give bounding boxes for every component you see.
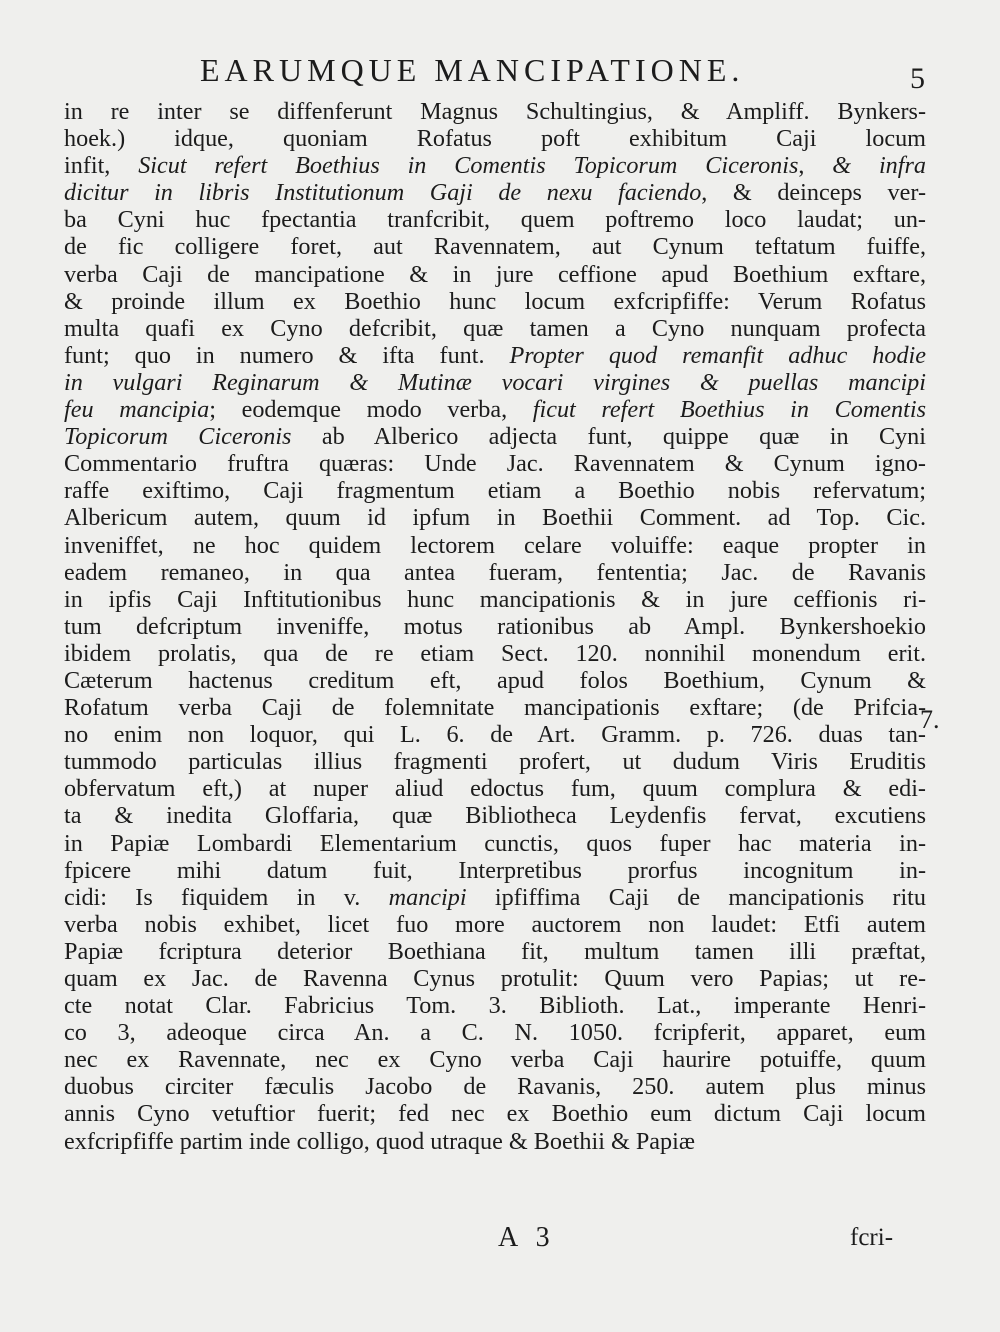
text-line xyxy=(64,261,926,288)
text-line xyxy=(64,559,926,586)
text-line xyxy=(64,1019,926,1046)
text-span: in Papiæ Lombardi Elementarium cunctis, quos fuper hac materia in- xyxy=(64,829,926,857)
text-line xyxy=(64,369,926,396)
text-span: Albericum autem, quum id ipfum in Boethii Comment. ad Top. Cic. xyxy=(64,504,926,532)
signature-mark: A 3 xyxy=(498,1222,556,1253)
italic-span: Topicorum Ciceronis xyxy=(64,423,292,451)
text-line xyxy=(64,179,926,206)
italic-span: in vulgari Reginarum & Mutinæ vocari virgines & puellas mancipi xyxy=(64,368,926,396)
text-line xyxy=(64,911,926,938)
text-line xyxy=(64,802,926,829)
text-span: infit, xyxy=(64,152,139,180)
text-line xyxy=(64,694,926,721)
text-span: annis Cyno vetuftior fuerit; fed nec ex Boethio eum dictum Caji locum xyxy=(64,1100,926,1128)
text-span: verba Caji de mancipatione & in jure ceffione apud Boethium exftare, xyxy=(64,260,926,288)
text-line xyxy=(64,667,926,694)
text-span: cte notat Clar. Fabricius Tom. 3. Biblioth. Lat., imperante Henri- xyxy=(64,992,926,1020)
text-span: Commentario fruftra quæras: Unde Jac. Ravennatem & Cynum igno- xyxy=(64,450,926,478)
text-line xyxy=(64,342,926,369)
page-number: 5 xyxy=(910,62,925,95)
text-span: in ipfis Caji Inftitutionibus hunc mancipationis & in jure ceffionis ri- xyxy=(64,585,926,613)
text-line xyxy=(64,1046,926,1073)
text-span: duobus circiter fæculis Jacobo de Ravanis, 250. autem plus minus xyxy=(64,1073,926,1101)
text-span: eadem remaneo, in qua antea fueram, fententia; Jac. de Ravanis xyxy=(64,558,926,586)
text-span: ba Cyni huc fpectantia tranfcribit, quem poftremo loco laudat; un- xyxy=(64,206,926,234)
text-line xyxy=(64,233,926,260)
text-line xyxy=(64,98,926,125)
body-text xyxy=(64,98,926,1155)
text-span: Rofatum verba Caji de folemnitate mancipationis exftare; (de Prifcia- xyxy=(64,694,926,722)
text-span: ; eodemque modo verba, xyxy=(209,396,533,424)
text-span: ab Alberico adjecta funt, quippe quæ in Cyni xyxy=(291,423,926,451)
text-span: verba nobis exhibet, licet fuo more auctorem non laudet: Etfi autem xyxy=(64,910,926,938)
text-line xyxy=(64,1100,926,1127)
text-span: inveniffet, ne hoc quidem lectorem celare voluiffe: eaque propter in xyxy=(64,531,926,559)
italic-span: feu mancipia xyxy=(64,396,210,424)
text-line xyxy=(64,1128,926,1155)
text-span: in re inter se diffenferunt Magnus Schultingius, & Ampliff. Bynkers- xyxy=(64,98,926,125)
text-span: co 3, adeoque circa An. a C. N. 1050. fcripferit, apparet, eum xyxy=(64,1019,926,1047)
running-head: EARUMQUE MANCIPATIONE. xyxy=(200,52,745,88)
text-span: , xyxy=(798,152,833,180)
text-line xyxy=(64,586,926,613)
text-span: Papiæ fcriptura deterior Boethiana fit, multum tamen illi præftat, xyxy=(64,937,926,965)
text-span: nec ex Ravennate, nec ex Cyno verba Caji haurire potuiffe, quum xyxy=(64,1046,926,1074)
italic-span: Sicut refert Boethius in Comentis Topicorum Ciceronis xyxy=(138,152,799,180)
text-line xyxy=(64,938,926,965)
text-line xyxy=(64,640,926,667)
text-line xyxy=(64,396,926,423)
text-span: raffe exiftimo, Caji fragmentum etiam a Boethio nobis refervatum; xyxy=(64,477,926,505)
text-span: cidi: Is fiquidem in v. xyxy=(64,883,389,911)
text-line xyxy=(64,315,926,342)
text-span: , & deinceps ver- xyxy=(701,179,926,207)
text-line xyxy=(64,152,926,179)
text-line xyxy=(64,532,926,559)
text-span: & proinde illum ex Boethio hunc locum exfcripfiffe: Verum Rofatus xyxy=(64,287,926,315)
text-span: ipfiffima Caji de mancipationis ritu xyxy=(466,883,926,911)
italic-span: dicitur in libris Institutionum Gaji de nexu faciendo xyxy=(64,179,702,207)
margin-note: 7. xyxy=(920,705,940,734)
text-line xyxy=(64,125,926,152)
text-span: exfcripfiffe partim inde colligo, quod utraque & Boethii & Papiæ xyxy=(64,1127,695,1155)
catchword: fcri- xyxy=(850,1224,894,1251)
text-span: ta & inedita Gloffaria, quæ Bibliotheca Leydenfis fervat, excutiens xyxy=(64,802,926,830)
text-span: Cæterum hactenus creditum eft, apud folos Boethium, Cynum & xyxy=(64,666,926,694)
text-line xyxy=(64,857,926,884)
text-line xyxy=(64,504,926,531)
text-line xyxy=(64,450,926,477)
text-span: de fic colligere foret, aut Ravennatem, aut Cynum teftatum fuiffe, xyxy=(64,233,926,261)
text-span: multa quafi ex Cyno defcribit, quæ tamen a Cyno nunquam profecta xyxy=(64,314,926,342)
text-span: funt; quo in numero & ifta funt. xyxy=(64,341,510,369)
text-line xyxy=(64,288,926,315)
text-line xyxy=(64,206,926,233)
text-line xyxy=(64,965,926,992)
text-span: ibidem prolatis, qua de re etiam Sect. 120. nonnihil monendum erit. xyxy=(64,639,926,667)
italic-span: ficut refert Boethius in Comentis xyxy=(532,396,926,424)
text-span: tummodo particulas illius fragmenti profert, ut dudum Viris Eruditis xyxy=(64,748,926,776)
text-span: no enim non loquor, qui L. 6. de Art. Gramm. p. 726. duas tan- xyxy=(64,721,926,749)
text-line xyxy=(64,884,926,911)
text-line xyxy=(64,992,926,1019)
text-line xyxy=(64,613,926,640)
text-span: tum defcriptum inveniffe, motus rationibus ab Ampl. Bynkershoekio xyxy=(64,612,926,640)
text-line xyxy=(64,423,926,450)
text-line xyxy=(64,477,926,504)
text-span: quam ex Jac. de Ravenna Cynus protulit: Quum vero Papias; ut re- xyxy=(64,965,926,992)
text-span: hoek.) idque, quoniam Rofatus poft exhibitum Caji locum xyxy=(64,125,926,153)
italic-span: & infra xyxy=(832,152,926,180)
text-line xyxy=(64,1073,926,1100)
text-line xyxy=(64,775,926,802)
italic-span: mancipi xyxy=(388,883,467,911)
text-span: fpicere mihi datum fuit, Interpretibus prorfus incognitum in- xyxy=(64,856,926,884)
italic-span: Propter quod remanfit adhuc hodie xyxy=(509,341,927,369)
text-line xyxy=(64,830,926,857)
text-line xyxy=(64,721,926,748)
text-span: obfervatum eft,) at nuper aliud edoctus fum, quum complura & edi- xyxy=(64,775,926,803)
text-line xyxy=(64,748,926,775)
